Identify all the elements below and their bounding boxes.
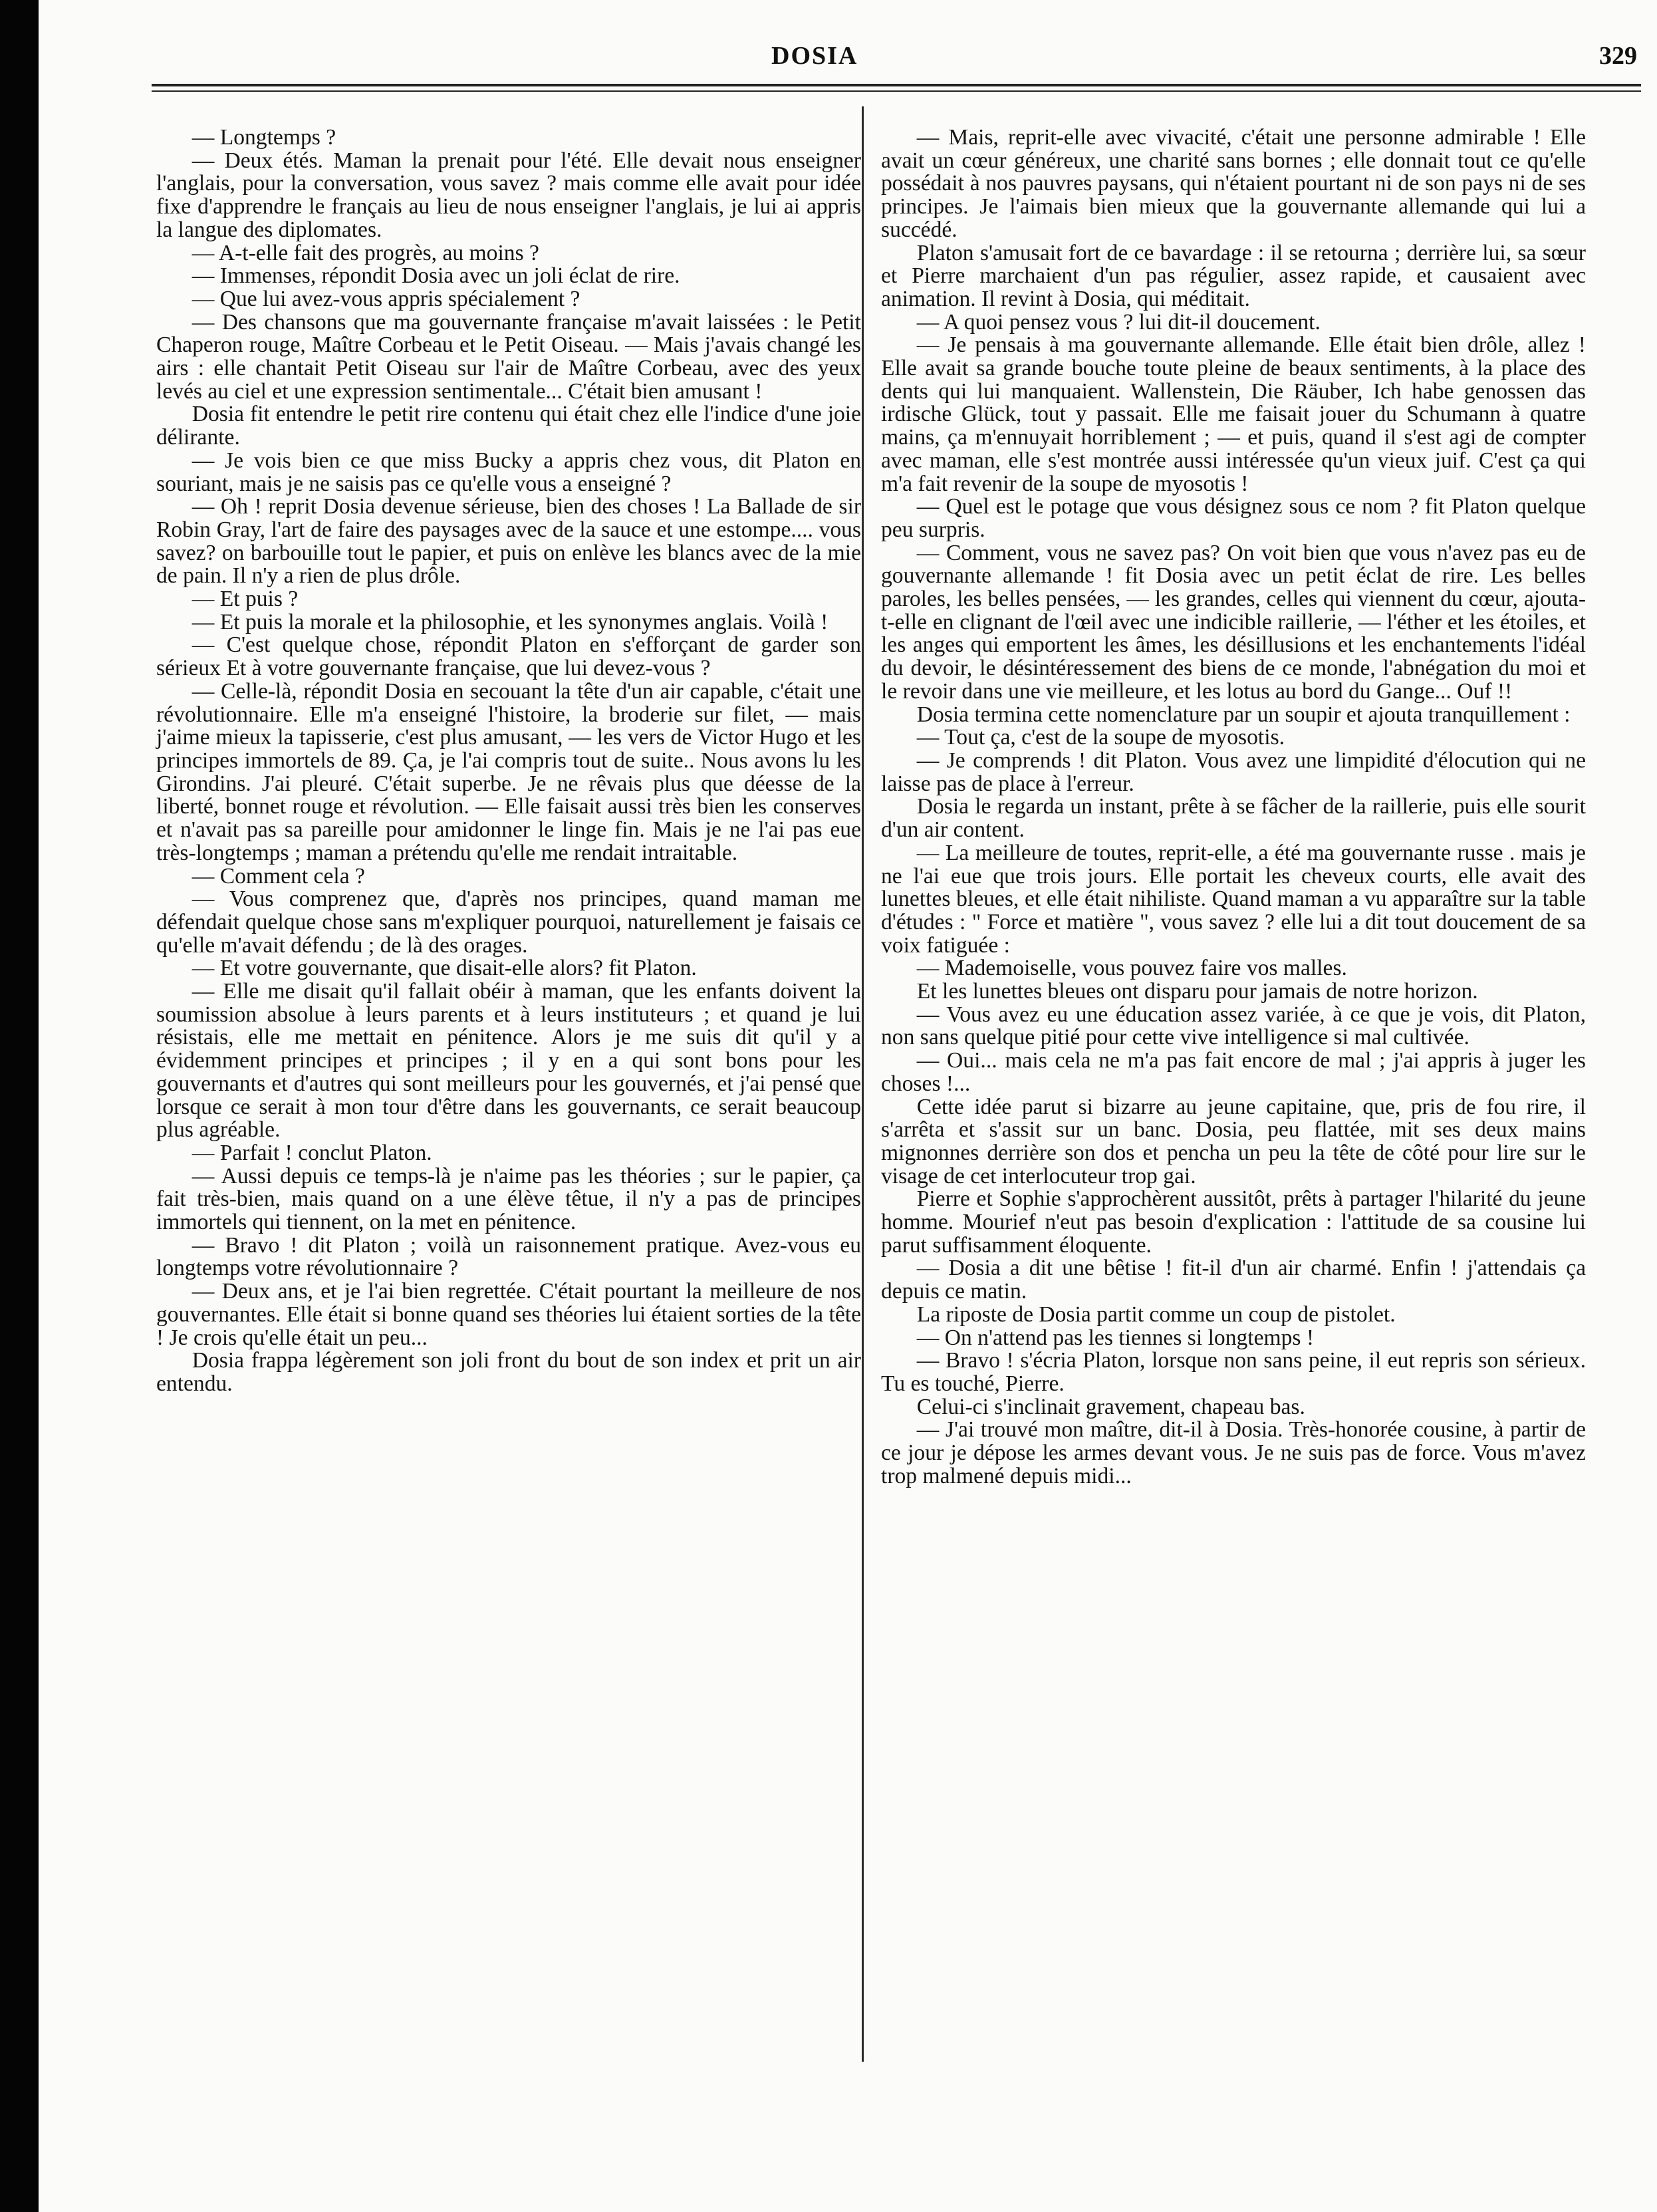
paragraph: — Dosia a dit une bêtise ! fit-il d'un air charmé. Enfin ! j'attendais ça depuis ce matin. <box>881 1256 1586 1304</box>
paragraph: — Bravo ! s'écria Platon, lorsque non sans peine, il eut repris son sérieux. Tu es touché, Pierre. <box>881 1348 1586 1396</box>
paragraph: Celui-ci s'inclinait gravement, chapeau bas. <box>916 1394 1305 1419</box>
paragraph: — Deux étés. Maman la prenait pour l'été. Elle devait nous enseigner l'anglais, pour la conversation, vous savez ? mais comme elle avait pour idée fixe d'apprendre le français au lieu de nous enseigner l'anglais, je lui ai appris la langue des diplomates. <box>156 148 861 242</box>
paragraph: — Je pensais à ma gouvernante allemande. Elle était bien drôle, allez ! Elle avait sa grande bouche toute pleine de beaux sentiments, à la place des dents qui lui manquaient. Wallenstein, Die Räuber, Ich habe genossen das irdische Glück, tout y passait. Elle me faisait jouer du Schumann à quatre mains, ça m'ennuyait horriblement ; — et puis, quand il s'est agi de compter avec maman, elle s'est montrée aussi intéressée qu'un vieux juif. C'est ça qui m'a fait revenir de la soupe de myosotis ! <box>881 333 1586 496</box>
paragraph: — On n'attend pas les tiennes si longtemps ! <box>916 1325 1315 1350</box>
paragraph: — Longtemps ? <box>191 125 336 150</box>
paragraph: — Bravo ! dit Platon ; voilà un raisonnement pratique. Avez-vous eu longtemps votre révolutionnaire ? <box>156 1232 861 1281</box>
paragraph: — Parfait ! conclut Platon. <box>191 1140 432 1165</box>
header-rule <box>152 84 1641 86</box>
page-number: 329 <box>1599 42 1637 70</box>
paragraph: — A-t-elle fait des progrès, au moins ? <box>191 240 539 265</box>
paragraph: — Des chansons que ma gouvernante française m'avait laissées : le Petit Chaperon rouge, Maître Corbeau et le Petit Oiseau. — Mais j'avais changé les airs : elle chantait Petit Oiseau sur l'air de Maître Corbeau, avec des yeux levés au ciel et une expression sentimentale... C'était bien amusant ! <box>156 309 861 404</box>
left-column <box>156 126 861 1396</box>
paragraph: — C'est quelque chose, répondit Platon en s'efforçant de garder son sérieux Et à votre gouvernante française, que lui devez-vous ? <box>156 632 861 681</box>
paragraph: — J'ai trouvé mon maître, dit-il à Dosia. Très-honorée cousine, à partir de ce jour je dépose les armes devant vous. Je ne suis pas de force. Vous m'avez trop malmené depuis midi... <box>881 1417 1586 1488</box>
column-divider <box>862 106 864 2062</box>
paragraph: — Comment, vous ne savez pas? On voit bien que vous n'avez pas eu de gouvernante allemande ! fit Dosia avec un petit éclat de rire. Les belles paroles, les belles pensées, — les grandes, celles qui viennent du cœur, ajouta-t-elle en clignant de l'œil avec une indicible raillerie, — l'éther et les étoiles, et les anges qui emportent les âmes, les désillusions et les enchantements l'idéal du devoir, le désintéressement des biens de ce monde, l'abnégation du moi et le revoir dans une vie meilleure, et les lotus au bord du Gange... Ouf !! <box>881 540 1586 704</box>
paragraph: Platon s'amusait fort de ce bavardage : il se retourna ; derrière lui, sa sœur et Pierre marchaient d'un pas régulier, assez rapide, et causaient avec animation. Il revint à Dosia, qui méditait. <box>881 240 1586 311</box>
paragraph: — La meilleure de toutes, reprit-elle, a été ma gouvernante russe . mais je ne l'ai eue que trois jours. Elle portait les cheveux courts, elle avait des lunettes bleues, et elle était nihiliste. Quand maman a vu apparaître sur la table d'études : " Force et matière ", vous savez ? elle lui a dit tout doucement de sa voix fatiguée : <box>881 840 1586 958</box>
paragraph: — Oh ! reprit Dosia devenue sérieuse, bien des choses ! La Ballade de sir Robin Gray, l'art de faire des paysages avec de la sauce et une estompe.... vous savez? on barbouille tout le papier, et puis on enlève les blancs avec de la mie de pain. Il n'y a rien de plus drôle. <box>156 494 861 589</box>
paragraph: — Deux ans, et je l'ai bien regrettée. C'était pourtant la meilleure de nos gouvernantes. Elle était si bonne quand ses théories lui étaient sorties de la tête ! Je crois qu'elle était un peu... <box>156 1279 861 1350</box>
paragraph: — Et puis la morale et la philosophie, et les synonymes anglais. Voilà ! <box>191 609 828 634</box>
paragraph: — Tout ça, c'est de la soupe de myosotis. <box>916 725 1285 750</box>
paragraph: — Mademoiselle, vous pouvez faire vos malles. <box>916 956 1347 981</box>
paragraph: — Que lui avez-vous appris spécialement ? <box>191 286 580 311</box>
binding-edge <box>0 0 39 2212</box>
paragraph: Dosia frappa légèrement son joli front du bout de son index et prit un air entendu. <box>156 1348 861 1396</box>
paragraph: La riposte de Dosia partit comme un coup de pistolet. <box>916 1302 1396 1327</box>
paragraph: — Oui... mais cela ne m'a pas fait encore de mal ; j'ai appris à juger les choses !... <box>881 1048 1586 1096</box>
paragraph: — Aussi depuis ce temps-là je n'aime pas les théories ; sur le papier, ça fait très-bien, mais quand on a une élève têtue, il n'y a pas de principes immortels qui tiennent, on la met en pénitence. <box>156 1163 861 1235</box>
paragraph: Dosia termina cette nomenclature par un soupir et ajouta tranquillement : <box>916 702 1571 727</box>
paragraph: — Et puis ? <box>191 587 299 612</box>
paragraph: — Elle me disait qu'il fallait obéir à maman, que les enfants doivent la soumission absolue à leurs parents et à leurs instituteurs ; et quand je lui résistais, elle me mettait en pénitence. Alors je me suis dit qu'il y a évidemment principes et principes ; il y en a qui sont bons pour les gouvernants et d'autres qui sont meilleurs pour les gouvernés, et j'ai pensé que lorsque ce serait à mon tour d'être dans les gouvernants, ce serait beaucoup plus agréable. <box>156 979 861 1143</box>
paragraph: — Celle-là, répondit Dosia en secouant la tête d'un air capable, c'était une révolutionnaire. Elle m'a enseigné l'histoire, la broderie sur filet, — mais j'aime mieux la tapisserie, c'est plus amusant, — les vers de Victor Hugo et les principes immortels de 89. Ça, je l'ai compris tout de suite.. Nous avons lu les Girondins. J'ai pleuré. C'était superbe. Je ne rêvais plus que déesse de la liberté, bonnet rouge et révolution. — Elle faisait aussi très bien les conserves et n'avait pas sa pareille pour amidonner le linge fin. Mais je ne l'ai pas eue très-longtemps ; maman a prétendu qu'elle me rendait intraitable. <box>156 678 861 865</box>
paragraph: Pierre et Sophie s'approchèrent aussitôt, prêts à partager l'hilarité du jeune homme. Mourief n'eut pas besoin d'explication : l'attitude de sa cousine lui parut suffisamment éloquente. <box>881 1186 1586 1258</box>
paragraph: — A quoi pensez vous ? lui dit-il doucement. <box>916 309 1321 335</box>
header-rule-thin <box>152 90 1641 92</box>
paragraph: Dosia le regarda un instant, prête à se fâcher de la raillerie, puis elle sourit d'un air content. <box>881 794 1586 843</box>
paragraph: — Et votre gouvernante, que disait-elle alors? fit Platon. <box>191 956 697 981</box>
paragraph: — Mais, reprit-elle avec vivacité, c'était une personne admirable ! Elle avait un cœur généreux, une charité sans bornes ; elle donnait tout ce qu'elle possédait à nos pauvres paysans, qui n'étaient pourtant ni de son pays ni de ses principes. Je l'aimais bien mieux que la gouvernante allemande qui lui a succédé. <box>881 125 1586 242</box>
paragraph: — Immenses, répondit Dosia avec un joli éclat de rire. <box>191 263 680 289</box>
paragraph: — Je comprends ! dit Platon. Vous avez une limpidité d'élocution qui ne laisse pas de place à l'erreur. <box>881 748 1586 796</box>
paragraph: — Comment cela ? <box>191 863 365 889</box>
paragraph: Dosia fit entendre le petit rire contenu qui était chez elle l'indice d'une joie délirante. <box>156 402 861 450</box>
running-title: DOSIA <box>771 42 858 70</box>
paragraph: Et les lunettes bleues ont disparu pour jamais de notre horizon. <box>916 979 1478 1004</box>
paragraph: Cette idée parut si bizarre au jeune capitaine, que, pris de fou rire, il s'arrêta et s'assit sur un banc. Dosia, peu flattée, mit ses deux mains mignonnes derrière son dos et pencha un peu la tête de côté pour lire sur le visage de cet interlocuteur trop gai. <box>881 1094 1586 1188</box>
paragraph: — Je vois bien ce que miss Bucky a appris chez vous, dit Platon en souriant, mais je ne saisis pas ce qu'elle vous a enseigné ? <box>156 448 861 496</box>
paragraph: — Vous avez eu une éducation assez variée, à ce que je vois, dit Platon, non sans quelque pitié pour cette vive intelligence si mal cultivée. <box>881 1002 1586 1050</box>
paragraph: — Quel est le potage que vous désignez sous ce nom ? fit Platon quelque peu surpris. <box>881 494 1586 542</box>
right-column <box>881 126 1586 1488</box>
paragraph: — Vous comprenez que, d'après nos principes, quand maman me défendait quelque chose sans m'expliquer pourquoi, naturellement je faisais ce qu'elle m'avait défendu ; de là des orages. <box>156 887 861 958</box>
